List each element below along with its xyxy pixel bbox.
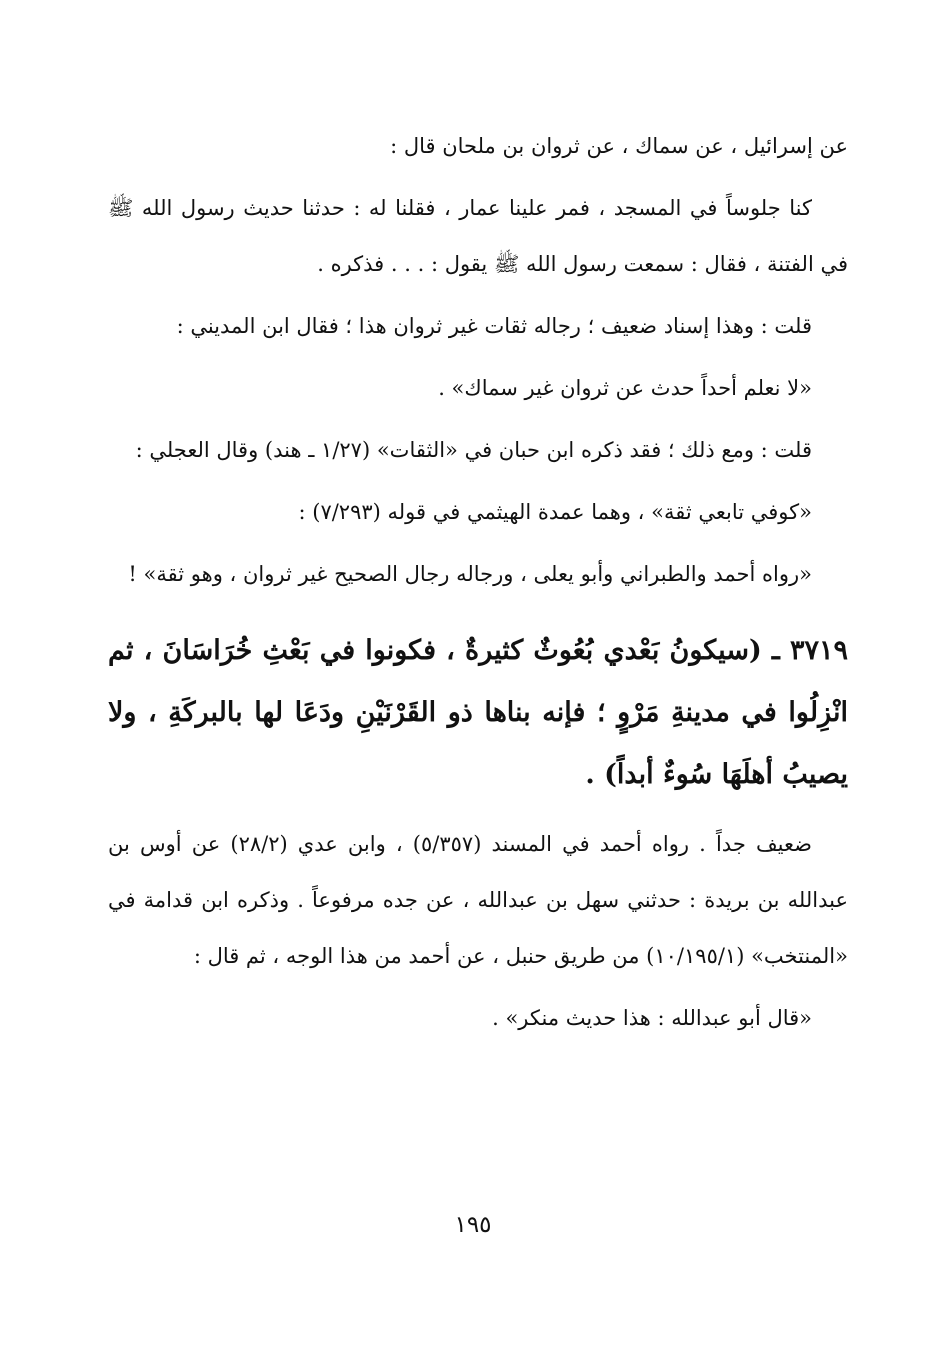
quote-paragraph: «لا نعلم أحداً حدث عن ثروان غير سماك» . — [438, 376, 812, 400]
page-body — [108, 118, 848, 1052]
quote-paragraph: «قال أبو عبدالله : هذا حديث منكر» . — [492, 1006, 812, 1030]
narration-paragraph: كنا جلوساً في المسجد ، فمر علينا عمار ، فقلنا له : حدثنا حديث رسول الله ﷺ في الفتنة ، فقال : سمعت رسول الله ﷺ يقول : . . . فذكره . — [108, 196, 848, 276]
hadith-text: ٣٧١٩ ـ (سيكونُ بَعْدي بُعُوثٌ كثيرةٌ ، فكونوا في بَعْثِ خُرَاسَانَ ، ثم انْزِلُوا في مدينةِ مَرْوٍ ؛ فإنه بناها ذو القَرْنَيْنِ ودَعَا لها بالبركَةِ ، ولا يصيبُ أهلَهَا سُوءٌ أبداً) . — [108, 635, 848, 790]
page-number: ١٩٥ — [454, 1212, 492, 1238]
commentary-paragraph: قلت : ومع ذلك ؛ فقد ذكره ابن حبان في «الثقات» (١/٢٧ ـ هند) وقال العجلي : — [135, 438, 812, 462]
commentary-paragraph: قلت : وهذا إسناد ضعيف ؛ رجاله ثقات غير ثروان هذا ؛ فقال ابن المديني : — [176, 314, 812, 338]
grading-paragraph: ضعيف جداً . رواه أحمد في المسند (٥/٣٥٧) ، وابن عدي (٢٨/٢) عن أوس بن عبدالله بن بريدة : حدثني سهل بن عبدالله ، عن جده مرفوعاً . وذكره ابن قدامة في «المنتخب» (١٠/١٩٥/١) من طريق حنبل ، عن أحمد من هذا الوجه ، ثم قال : — [108, 832, 848, 968]
quote-paragraph: «كوفي تابعي ثقة» ، وهما عمدة الهيثمي في قوله (٧/٢٩٣) : — [298, 500, 812, 524]
quote-paragraph: «رواه أحمد والطبراني وأبو يعلى ، ورجاله رجال الصحيح غير ثروان ، وهو ثقة» ! — [128, 562, 812, 586]
isnad-line: عن إسرائيل ، عن سماك ، عن ثروان بن ملحان قال : — [390, 134, 848, 158]
